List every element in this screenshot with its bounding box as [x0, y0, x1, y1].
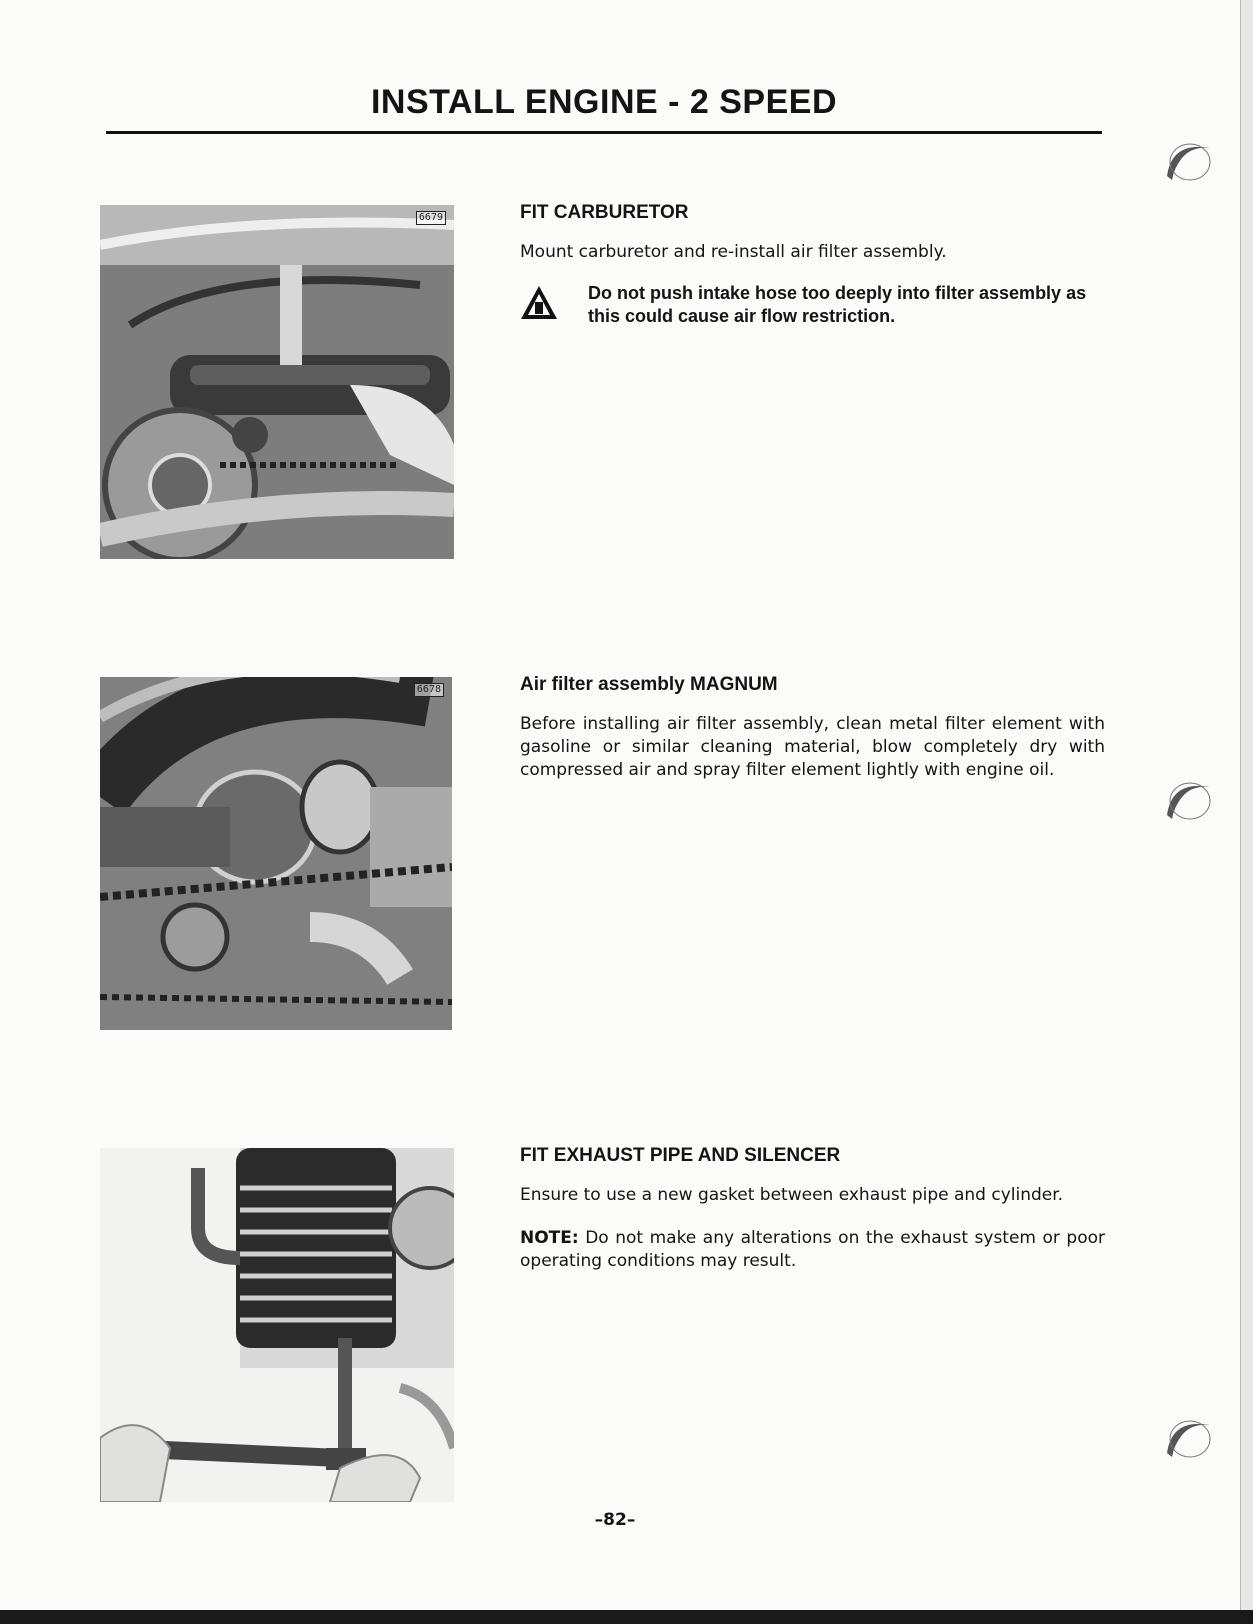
section-heading: FIT CARBURETOR [520, 202, 689, 223]
page-edge [1240, 0, 1253, 1610]
air-filter-illustration [100, 677, 452, 1030]
section-fit-exhaust [520, 1144, 1105, 1273]
section-heading: Air filter assembly MAGNUM [520, 674, 778, 695]
title-rule [106, 131, 1102, 134]
binder-hole-icon [1162, 136, 1212, 182]
warning-triangle-icon [520, 284, 558, 322]
photo-carburetor [100, 205, 454, 559]
binder-hole-icon [1162, 775, 1212, 821]
binder-hole-icon [1162, 1413, 1212, 1459]
photo-number: 6678 [414, 683, 444, 697]
section-text: Ensure to use a new gasket between exhaust pipe and cylinder. [520, 1185, 1064, 1205]
exhaust-illustration [100, 1148, 454, 1502]
section-text: Before installing air filter assembly, clean metal filter element with gasoline or similar cleaning material, blow completely dry with compressed air and spray filter element lightly with engine oil. [520, 714, 1105, 780]
note-label: NOTE: [520, 1228, 579, 1248]
carburetor-illustration [100, 205, 454, 559]
warning-text: Do not push intake hose too deeply into filter assembly as this could cause air flow restriction. [588, 283, 1087, 326]
scan-border [0, 1610, 1253, 1624]
page-title: INSTALL ENGINE - 2 SPEED [370, 83, 838, 121]
page-number: –82– [594, 1510, 636, 1530]
photo-air-filter [100, 677, 452, 1030]
photo-number: 6679 [416, 211, 446, 225]
note-text: Do not make any alterations on the exhaust system or poor operating conditions may result. [520, 1228, 1106, 1271]
photo-exhaust [100, 1148, 454, 1502]
section-fit-carburetor [520, 201, 1105, 328]
section-heading: FIT EXHAUST PIPE AND SILENCER [520, 1145, 841, 1166]
warning [520, 282, 1105, 328]
section-text: Mount carburetor and re-install air filter assembly. [520, 242, 947, 262]
note [520, 1227, 1105, 1273]
section-air-filter [520, 673, 1105, 782]
